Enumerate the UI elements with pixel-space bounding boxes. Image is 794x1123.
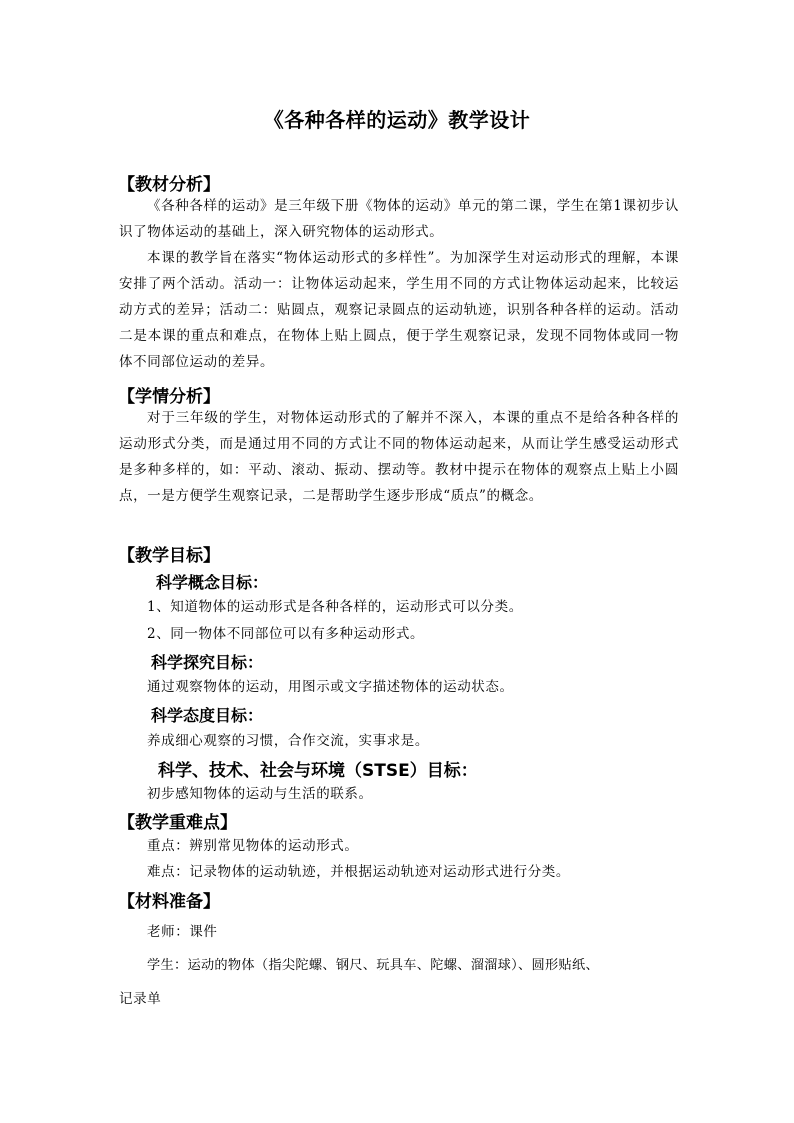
attitude-objective-text: 养成细心观察的习惯，合作交流，实事求是。 <box>147 733 429 749</box>
concept-objective-item-2: 2、同一物体不同部位可以有多种运动形式。 <box>147 626 425 642</box>
heading-material-analysis: 【教材分析】 <box>118 175 220 195</box>
concept-objective-heading: 科学概念目标： <box>156 573 269 592</box>
heading-materials: 【材料准备】 <box>118 892 220 912</box>
teacher-materials-text: 老师：课件 <box>147 924 218 940</box>
concept-objective-item-1: 1、知道物体的运动形式是各种各样的，运动形式可以分类。 <box>147 599 523 615</box>
student-materials-text-line-1: 学生：运动的物体（指尖陀螺、钢尺、玩具车、陀螺、溜溜球）、圆形贴纸、 <box>147 958 599 973</box>
heading-student-analysis: 【学情分析】 <box>118 387 220 407</box>
key-point-text: 重点：辨别常见物体的运动形式。 <box>147 838 359 854</box>
stse-objective-text: 初步感知物体的运动与生活的联系。 <box>147 786 373 802</box>
heading-key-difficult-points: 【教学重难点】 <box>118 813 237 833</box>
document-title: 《各种各样的运动》教学设计 <box>263 108 531 132</box>
student-materials-text-line-2: 记录单 <box>119 991 162 1007</box>
attitude-objective-heading: 科学态度目标： <box>151 706 264 725</box>
inquiry-objective-heading: 科学探究目标： <box>151 653 264 672</box>
student-analysis-paragraph: 对于三年级的学生，对物体运动形式的了解并不深入，本课的重点不是给各种各样的运动形式分类，而是通过用不同的方式让不同的物体运动起来，从而让学生感受运动形式是多种多样的，如：平动、滚动、振动、摆动等。教材中提示在物体的观察点上贴上小圆点，一是方便学生观察记录，二是帮助学生逐步形成“质点”的概念。 <box>119 410 679 504</box>
material-analysis-paragraph-1: 《各种各样的运动》是三年级下册《物体的运动》单元的第二课，学生在第1课初步认识了物体运动的基础上，深入研究物体的运动形式。 <box>119 198 679 240</box>
heading-teaching-objectives: 【教学目标】 <box>118 546 220 566</box>
stse-objective-heading: 科学、技术、社会与环境（STSE）目标： <box>158 761 478 781</box>
difficult-point-text: 难点：记录物体的运动轨迹，并根据运动轨迹对运动形式进行分类。 <box>147 864 570 880</box>
material-analysis-paragraph-2: 本课的教学旨在落实“物体运动形式的多样性”。为加深学生对运动形式的理解，本课安排了两个活动。活动一：让物体运动起来，学生用不同的方式让物体运动起来，比较运动方式的差异；活动二：贴圆点，观察记录圆点的运动轨迹，识别各种各样的运动。活动二是本课的重点和难点，在物体上贴上圆点，便于学生观察记录，发现不同物体或同一物体不同部位运动的差异。 <box>119 250 679 370</box>
inquiry-objective-text: 通过观察物体的运动，用图示或文字描述物体的运动状态。 <box>147 679 514 695</box>
